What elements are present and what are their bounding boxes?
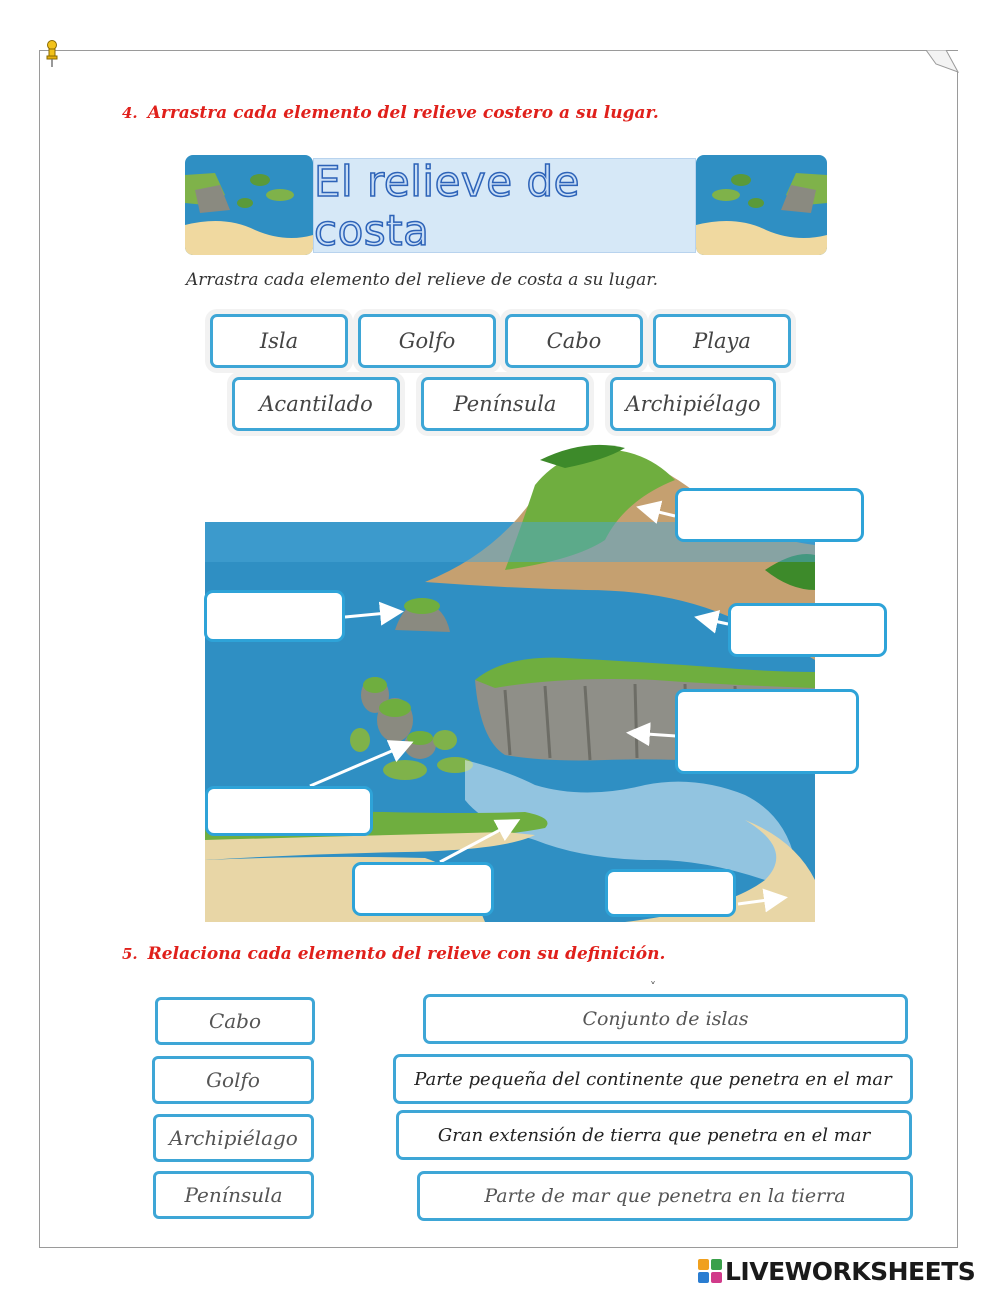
definition-2[interactable]: Parte pequeña del continente que penetra en el mar [393,1054,913,1104]
logo-grid-icon [698,1259,722,1283]
task-5-number: 5. [122,945,138,963]
stray-mark: ˅ [650,980,656,994]
task-5-title: Relaciona cada elemento del relieve con su definición. [147,944,666,964]
term-archipielago[interactable]: Archipiélago [153,1114,314,1162]
liveworksheets-logo [698,1256,975,1286]
task-4-heading [122,103,659,123]
task-4-title: Arrastra cada elemento del relieve costero a su lugar. [147,103,659,123]
drop-target-beach[interactable] [605,869,736,917]
banner-title-box [313,158,696,253]
instruction-text: Arrastra cada elemento del relieve de costa a su lugar. [186,270,658,290]
pushpin-icon [44,40,60,68]
word-card-cabo[interactable]: Cabo [505,314,643,368]
logo-text: LIVEWORKSHEETS [725,1256,976,1286]
word-card-isla[interactable]: Isla [210,314,348,368]
page-fold-corner [926,50,959,73]
term-peninsula[interactable]: Península [153,1171,314,1219]
task-5-heading [122,944,665,964]
word-card-playa[interactable]: Playa [653,314,791,368]
banner-title: El relieve de costa [314,156,580,255]
definition-4[interactable]: Parte de mar que penetra en la tierra [417,1171,913,1221]
drop-target-gulf[interactable] [728,603,887,657]
term-cabo[interactable]: Cabo [155,997,315,1045]
definition-3[interactable]: Gran extensión de tierra que penetra en el mar [396,1110,912,1160]
term-golfo[interactable]: Golfo [152,1056,314,1104]
word-card-peninsula[interactable]: Península [421,377,589,431]
drop-target-mountain[interactable] [675,488,864,542]
drop-target-cliff[interactable] [675,689,859,774]
definition-1[interactable]: Conjunto de islas [423,994,908,1044]
banner [185,155,827,255]
word-card-acantilado[interactable]: Acantilado [232,377,400,431]
task-4-number: 4. [122,104,138,122]
drop-target-archipelago[interactable] [205,786,373,836]
page-edge [957,72,958,1248]
word-card-golfo[interactable]: Golfo [358,314,496,368]
coast-thumbnail-left [185,155,313,255]
word-card-archipielago[interactable]: Archipiélago [610,377,776,431]
drop-target-peninsula[interactable] [352,862,494,916]
drop-target-island[interactable] [204,590,345,642]
coast-thumbnail-right [696,155,827,255]
